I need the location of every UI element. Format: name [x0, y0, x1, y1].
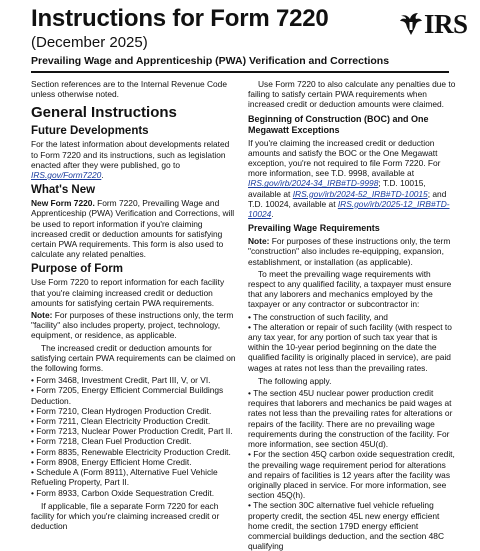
document-title: Instructions for Form 7220	[31, 5, 329, 32]
form7220-link[interactable]: IRS.gov/Form7220	[31, 170, 102, 181]
following-apply-text: The following apply.	[258, 375, 332, 386]
list-item: • Schedule A (Form 8911), Alternative Fuel Vehicle Refueling Property, Part II.	[31, 467, 218, 488]
future-developments-text: For the latest information about developments related to Form 7220 and its instructions, such as legislation enacted after they were published, go to IRS.gov/Form7220.	[31, 139, 230, 181]
boc-text: If you're claiming the increased credit or deduction amounts and satisfy the BOC or the One Megawatt exception, you're not required to file Form 7220. For more information, see T.D. 9998, available at IRS.gov/irb/2024-34_IRB#TD-9998; T.D. 10015, available at IRS.gov/irb/2024-52_IRB#TD-10015; and T.D. 10024, available at IRS.gov/irb/2025-12_IRB#TD-10024.	[248, 137, 450, 220]
boc-heading: Beginning of Construction (BOC) and One Megawatt Exceptions	[248, 113, 429, 135]
list-item: • Form 8933, Carbon Oxide Sequestration Credit.	[31, 487, 215, 498]
prevailing-wage-list	[248, 312, 458, 373]
purpose-heading: Purpose of Form	[31, 263, 124, 276]
list-item: • The section 30C alternative fuel vehicle refueling property credit, the section 45L new energy efficient home credit, the section 179D energy efficient commercial buildings deduction, and the section 48C qualifying	[248, 500, 444, 551]
intro-text: Section references are to the Internal Revenue Code unless otherwise noted.	[31, 79, 228, 100]
list-item: • Form 3468, Investment Credit, Part III, V, or VI.	[31, 375, 211, 386]
list-item: • Form 7211, Clean Electricity Production Credit.	[31, 416, 211, 427]
apply-list	[248, 388, 458, 551]
list-item: • Form 7205, Energy Efficient Commercial Buildings Deduction.	[31, 385, 224, 406]
construction-note: Note: For purposes of these instructions only, the term "construction" also includes re-equipping, expansion, establishment, or installation (as applicable).	[248, 236, 451, 267]
list-item: • The alteration or repair of such facility (with respect to any tax year, for any portion of such tax year that is within the 10-year period beginning on the date the qualified facility is originally placed in service), are paid wages at rates not less than the prevailing rates.	[248, 321, 452, 373]
list-item: • For the section 45Q carbon oxide sequestration credit, the prevailing wage requirement period for alterations and repairs of facilities is 12 years after the facility was originally placed in service. For more information, see section 45Q(h).	[248, 449, 455, 501]
document-date: (December 2025)	[31, 34, 148, 51]
list-item: • Form 7210, Clean Hydrogen Production Credit.	[31, 405, 212, 416]
list-item: • Form 8908, Energy Efficient Home Credit.	[31, 456, 192, 467]
list-item: • Form 7213, Nuclear Power Production Credit, Part II.	[31, 426, 233, 437]
td9998-link[interactable]: IRS.gov/irb/2024-34_IRB#TD-9998	[248, 178, 379, 189]
document-subtitle: Prevailing Wage and Apprenticeship (PWA) Verification and Corrections	[31, 55, 390, 67]
eagle-icon	[399, 10, 423, 38]
left-column	[31, 79, 236, 533]
penalties-text: Use Form 7220 to also calculate any penalties due to failing to satisfy certain PWA requirements when increased credit or deduction amounts were claimed.	[248, 79, 456, 110]
whats-new-text: New Form 7220. Form 7220, Prevailing Wage and Apprenticeship (PWA) Verification and Corrections, will be used to report information if you're claiming increased credit or deduction amounts for satisfying certain PWA requirements. This form is also used to calculate any related penalties.	[31, 198, 235, 260]
list-item: • The section 45U nuclear power production credit requires that laborers and mechanics be paid wages at rates not less than the prevailing rates for alterations or repairs of the facility. There are no prevailing wage requirements during the construction of the facility. For more information, see section 45U(d).	[248, 388, 453, 450]
prevailing-wage-heading: Prevailing Wage Requirements	[248, 223, 380, 234]
right-column	[248, 79, 458, 551]
future-developments-heading: Future Developments	[31, 125, 149, 138]
forms-list	[31, 375, 236, 497]
applicable-text: If applicable, file a separate Form 7220 for each facility for which you're claiming increased credit or deduction	[31, 500, 220, 532]
td10024-link[interactable]: IRS.gov/irb/2025-12_IRB#TD-10024	[248, 198, 450, 220]
irs-logo	[399, 9, 471, 39]
prevailing-wage-text: To meet the prevailing wage requirements with respect to any qualified facility, a taxpayer must ensure that any laborers and mechanics employed by the taxpayer or any contractor or subcontractor in:	[248, 268, 452, 310]
list-item: • The construction of such facility, and	[248, 311, 388, 322]
whats-new-heading: What's New	[31, 184, 96, 197]
general-instructions-heading: General Instructions	[31, 104, 177, 122]
list-item: • Form 8835, Renewable Electricity Production Credit.	[31, 446, 231, 457]
facility-note: Note: For purposes of these instructions only, the term "facility" also includes property, project, technology, equipment, or residence, as applicable.	[31, 310, 234, 341]
list-item: • Form 7218, Clean Fuel Production Credit.	[31, 436, 192, 447]
td10015-link[interactable]: IRS.gov/irb/2024-52_IRB#TD-10015	[292, 188, 428, 199]
header-rule	[31, 71, 449, 73]
logo-text: IRS	[424, 9, 468, 39]
purpose-text: Use Form 7220 to report information for each facility that you're claiming increased credit or deduction amounts for satisfying certain PWA requirements.	[31, 277, 225, 308]
increased-amounts-text: The increased credit or deduction amounts for satisfying certain PWA requirements can be claimed on the following forms.	[31, 342, 236, 374]
